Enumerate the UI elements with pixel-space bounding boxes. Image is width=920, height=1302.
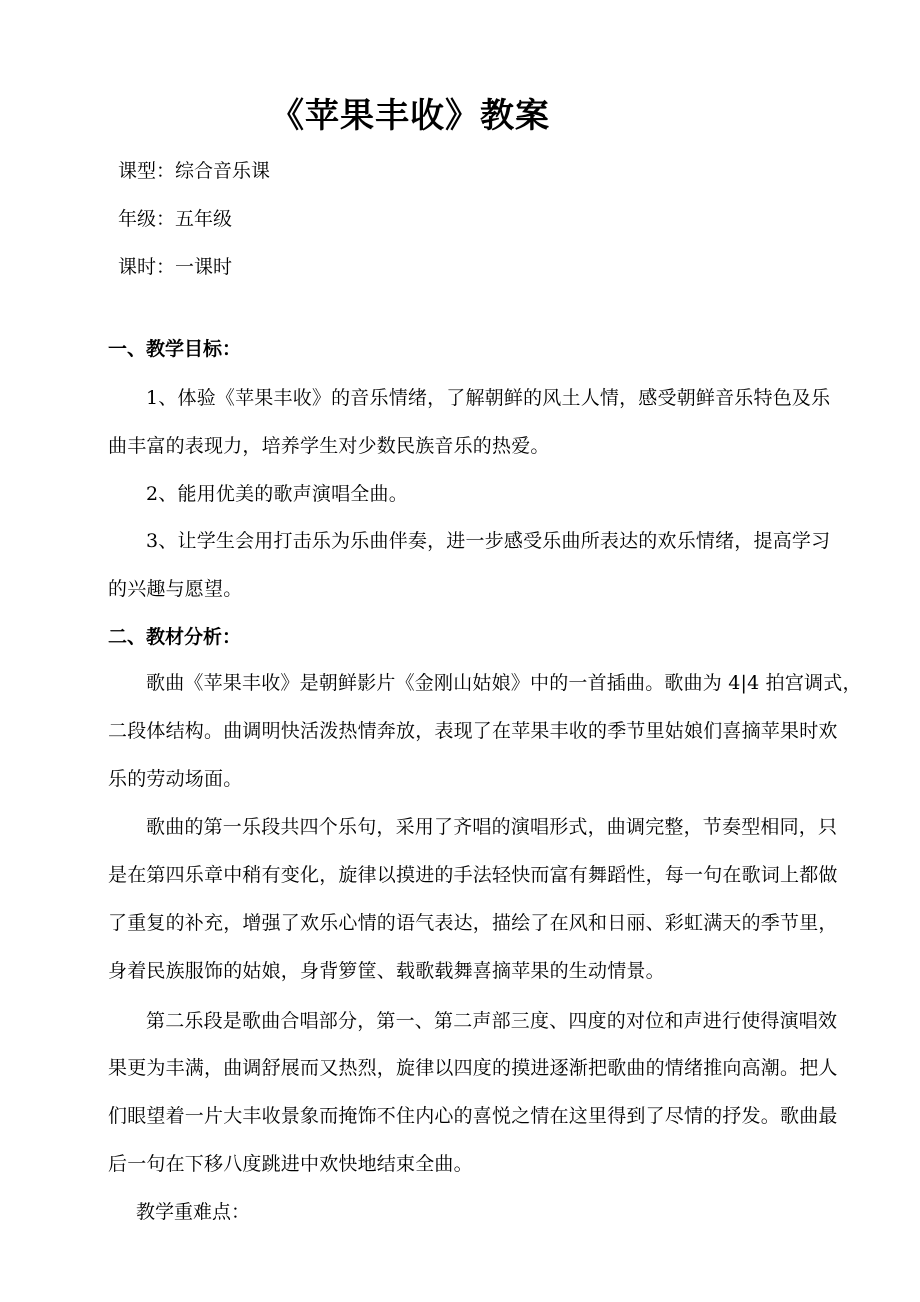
objective-line: 3、让学生会用打击乐为乐曲伴奏，进一步感受乐曲所表达的欢乐情绪，提高学习 xyxy=(146,530,831,552)
objective-line: 1、体验《苹果丰收》的音乐情绪，了解朝鲜的风土人情，感受朝鲜音乐特色及乐 xyxy=(146,387,831,409)
sub-heading-key-points: 教学重难点： xyxy=(136,1201,251,1223)
grade: 年级：五年级 xyxy=(118,208,233,230)
analysis-line: 们眼望着一片大丰收景象而掩饰不住内心的喜悦之情在这里得到了尽情的抒发。歌曲最 xyxy=(108,1105,838,1127)
section-heading-analysis: 二、教材分析： xyxy=(108,626,242,648)
analysis-line: 乐的劳动场面。 xyxy=(108,768,243,790)
analysis-line: 二段体结构。曲调明快活泼热情奔放，表现了在苹果丰收的季节里姑娘们喜摘苹果时欢 xyxy=(108,720,838,742)
objective-line: 2、能用优美的歌声演唱全曲。 xyxy=(146,483,408,505)
analysis-line: 歌曲《苹果丰收》是朝鲜影片《金刚山姑娘》中的一首插曲。歌曲为 4|4 拍宫调式， xyxy=(146,672,862,694)
objective-line: 的兴趣与愿望。 xyxy=(108,578,243,600)
objective-line: 曲丰富的表现力，培养学生对少数民族音乐的热爱。 xyxy=(108,435,550,457)
analysis-line: 是在第四乐章中稍有变化，旋律以摸进的手法轻快而富有舞蹈性，每一句在歌词上都做 xyxy=(108,864,838,886)
duration: 课时：一课时 xyxy=(118,256,233,278)
course-type: 课型：综合音乐课 xyxy=(118,160,271,182)
analysis-line: 身着民族服饰的姑娘，身背箩筐、载歌载舞喜摘苹果的生动情景。 xyxy=(108,960,665,982)
analysis-line: 第二乐段是歌曲合唱部分，第一、第二声部三度、四度的对位和声进行使得演唱效 xyxy=(146,1010,838,1032)
document-title: 《苹果丰收》教案 xyxy=(270,96,550,136)
section-heading-objectives: 一、教学目标： xyxy=(108,338,242,360)
analysis-line: 后一句在下移八度跳进中欢快地结束全曲。 xyxy=(108,1153,473,1175)
analysis-line: 歌曲的第一乐段共四个乐句，采用了齐唱的演唱形式，曲调完整，节奏型相同，只 xyxy=(146,816,838,838)
analysis-line: 果更为丰满，曲调舒展而又热烈，旋律以四度的摸进逐渐把歌曲的情绪推向高潮。把人 xyxy=(108,1057,838,1079)
analysis-line: 了重复的补充，增强了欢乐心情的语气表达，描绘了在风和日丽、彩虹满天的季节里， xyxy=(108,912,838,934)
